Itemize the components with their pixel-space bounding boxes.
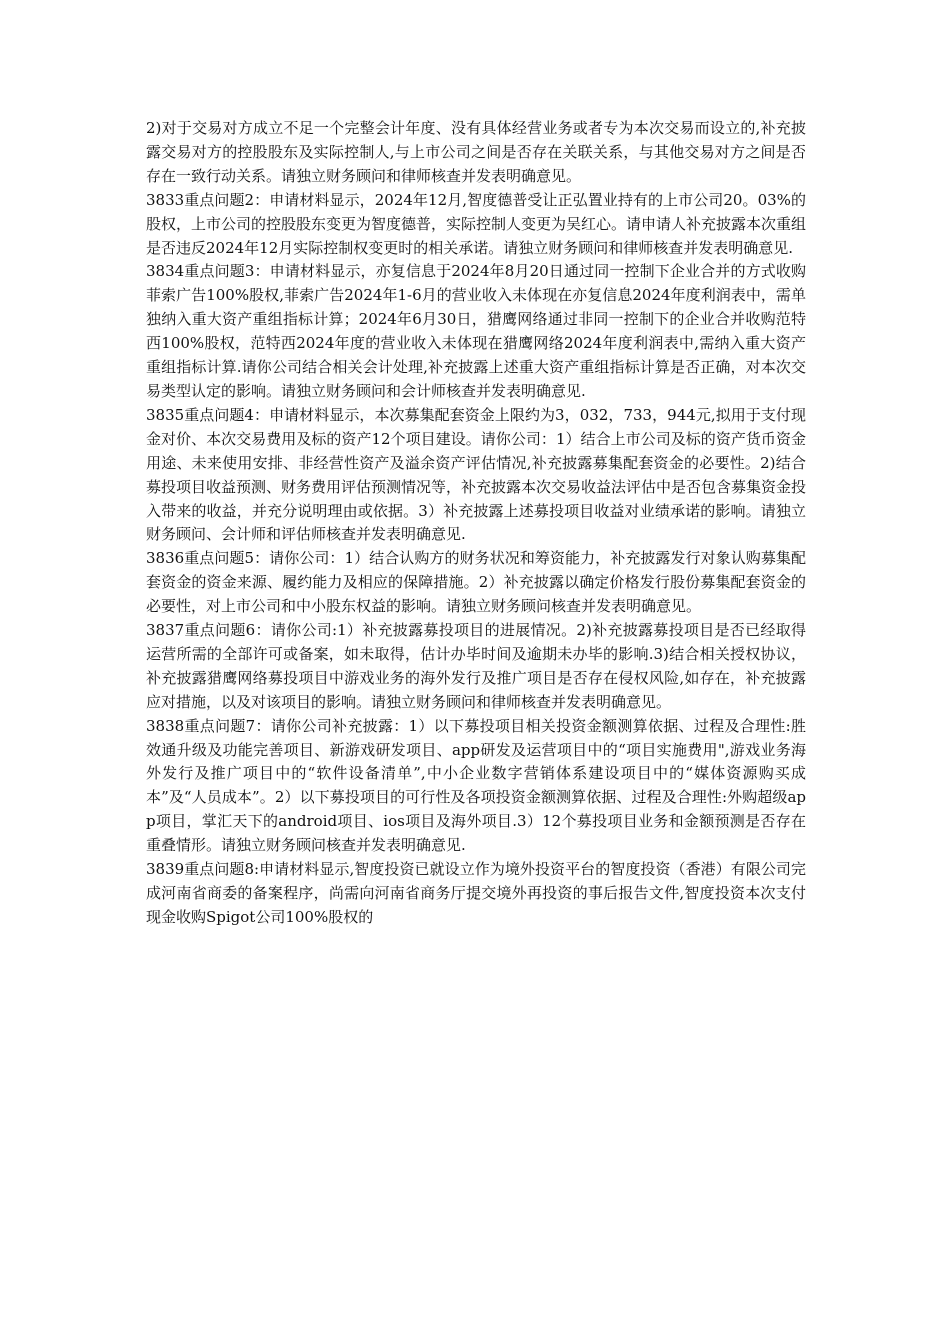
document-page: [146, 117, 806, 930]
paragraph-trading-counterparty: 2)对于交易对方成立不足一个完整会计年度、没有具体经营业务或者专为本次交易而设立的,补充披露交易对方的控股股东及实际控制人,与上市公司之间是否存在关联关系，与其他交易对方之间是否存在一致行动关系。请独立财务顾问和律师核查并发表明确意见。: [146, 119, 806, 185]
paragraph-key-issue-8: 3839重点问题8:申请材料显示,智度投资已就设立作为境外投资平台的智度投资（香港）有限公司完成河南省商委的备案程序，尚需向河南省商务厅提交境外再投资的事后报告文件,智度投资本次支付现金收购Spigot公司100%股权的: [146, 860, 806, 926]
paragraph-key-issue-3: 3834重点问题3：申请材料显示，亦复信息于2024年8月20日通过同一控制下企业合并的方式收购菲索广告100%股权,菲索广告2024年1-6月的营业收入未体现在亦复信息2024年度利润表中，需单独纳入重大资产重组指标计算；2024年6月30日，猎鹰网络通过非同一控制下的企业合并收购范特西100%股权，范特西2024年度的营业收入未体现在猎鹰网络2024年度利润表中,需纳入重大资产重组指标计算.请你公司结合相关会计处理,补充披露上述重大资产重组指标计算是否正确，对本次交易类型认定的影响。请独立财务顾问和会计师核查并发表明确意见.: [146, 262, 806, 400]
paragraph-key-issue-2: 3833重点问题2：申请材料显示，2024年12月,智度德普受让正弘置业持有的上市公司20。03%的股权，上市公司的控股股东变更为智度德普，实际控制人变更为吴红心。请申请人补充披露本次重组是否违反2024年12月实际控制权变更时的相关承诺。请独立财务顾问和律师核查并发表明确意见.: [146, 190, 807, 257]
paragraph-key-issue-7: 3838重点问题7：请你公司补充披露：1）以下募投项目相关投资金额测算依据、过程及合理性:胜效通升级及功能完善项目、新游戏研发项目、app研发及运营项目中的“项目实施费用",游戏业务海外发行及推广项目中的“软件设备清单”,中小企业数字营销体系建设项目中的“媒体资源购买成本”及“人员成本”。2）以下募投项目的可行性及各项投资金额测算依据、过程及合理性:外购超级app项目，掌汇天下的android项目、ios项目及海外项目.3）12个募投项目业务和金额预测是否存在重叠情形。请独立财务顾问核查并发表明确意见.: [146, 716, 806, 855]
paragraph-key-issue-5: 3836重点问题5：请你公司：1）结合认购方的财务状况和筹资能力，补充披露发行对象认购募集配套资金的资金来源、履约能力及相应的保障措施。2）补充披露以确定价格发行股份募集配套资金的必要性，对上市公司和中小股东权益的影响。请独立财务顾问核查并发表明确意见。: [146, 549, 806, 616]
paragraph-key-issue-4: 3835重点问题4：申请材料显示，本次募集配套资金上限约为3，032，733，944元,拟用于支付现金对价、本次交易费用及标的资产12个项目建设。请你公司：1）结合上市公司及标的资产货币资金用途、未来使用安排、非经营性资产及溢余资产评估情况,补充披露募集配套资金的必要性。2)结合募投项目收益预测、财务费用评估预测情况等，补充披露本次交易收益法评估中是否包含募集资金投入带来的收益，并充分说明理由或依据。3）补充披露上述募投项目收益对业绩承诺的影响。请独立财务顾问、会计师和评估师核查并发表明确意见.: [146, 405, 807, 544]
paragraph-key-issue-6: 3837重点问题6：请你公司:1）补充披露募投项目的进展情况。2)补充披露募投项目是否已经取得运营所需的全部许可或备案，如未取得，估计办毕时间及逾期未办毕的影响.3)结合相关授权协议，补充披露猎鹰网络募投项目中游戏业务的海外发行及推广项目是否存在侵权风险,如存在，补充披露应对措施，以及对该项目的影响。请独立财务顾问和律师核查并发表明确意见。: [146, 621, 806, 711]
